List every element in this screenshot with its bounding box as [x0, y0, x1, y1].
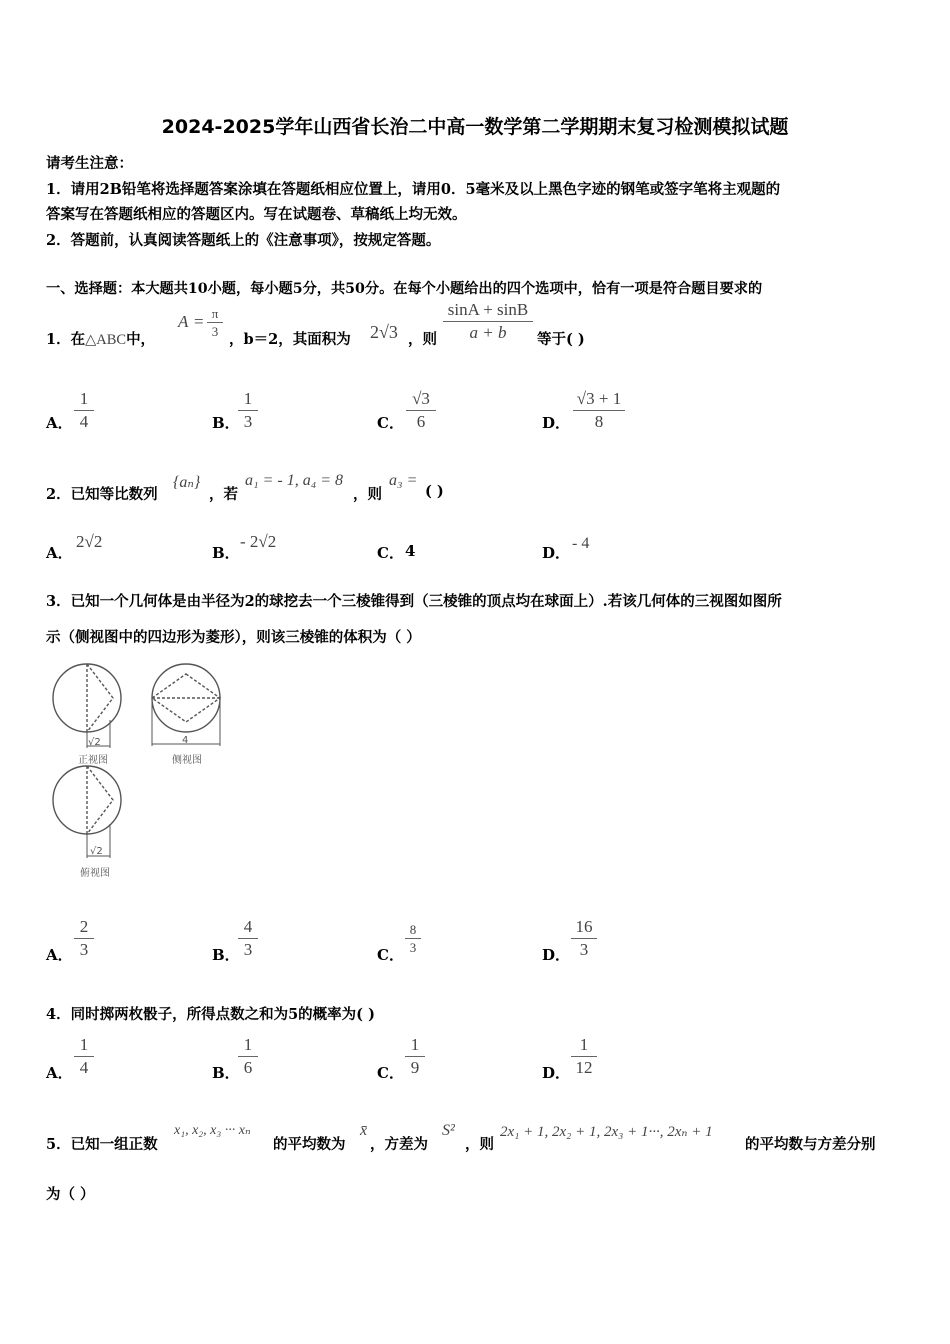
- q2-option-d-value[interactable]: - 4: [572, 535, 590, 552]
- q2-option-b-value[interactable]: - 2√2: [240, 532, 277, 551]
- q3-option-c-label[interactable]: C．: [377, 946, 404, 964]
- q2-option-b-label[interactable]: B．: [212, 544, 240, 562]
- q3-option-b-value[interactable]: 4 3: [238, 917, 258, 960]
- q2-condition: a₁ = - 1, a₄ = 8: [245, 472, 344, 489]
- q5-mean: x̄: [360, 1122, 368, 1139]
- q1-number: 1．: [46, 331, 71, 348]
- q1-area: 2√3: [370, 322, 398, 342]
- q2-text-4: ( ): [425, 483, 444, 500]
- q3-option-a-value[interactable]: 2 3: [74, 917, 94, 960]
- q4-option-b-value[interactable]: 1 6: [238, 1035, 258, 1078]
- q1-option-b-label[interactable]: B．: [212, 414, 240, 432]
- top-view-sqrt2: √2: [90, 846, 103, 857]
- front-view-caption: 正视图: [78, 755, 108, 766]
- q2-text-1: 已知等比数列: [70, 486, 158, 503]
- q4-option-c-label[interactable]: C．: [377, 1064, 404, 1082]
- q2-option-a-label[interactable]: A．: [46, 544, 73, 562]
- q1-option-c-value[interactable]: √3 6: [406, 389, 436, 432]
- q3-option-a-label[interactable]: A．: [46, 946, 73, 964]
- q4-option-a-value[interactable]: 1 4: [74, 1035, 94, 1078]
- q3-option-c-value[interactable]: 8 3: [405, 922, 421, 955]
- q1-stem: [46, 328, 155, 349]
- q1-option-d-value[interactable]: √3 + 1 8: [573, 389, 625, 432]
- q5-text-1: 已知一组正数: [70, 1136, 158, 1153]
- side-view-width: 4: [182, 735, 189, 746]
- q5-text-2: 的平均数为: [273, 1136, 346, 1153]
- q3-option-b-label[interactable]: B．: [212, 946, 240, 964]
- q1-text-3: ，则: [408, 331, 437, 348]
- q5-number: 5．: [46, 1136, 71, 1153]
- q1-angle-den: 3: [211, 324, 219, 339]
- q1-text-4: 等于( ): [537, 331, 585, 348]
- q5-stem: [46, 1133, 158, 1154]
- page-title: 2024-2025学年山西省长治二中高一数学第二学期期末复习检测模拟试题: [161, 116, 789, 138]
- q1-angle-eq: =: [194, 312, 204, 331]
- front-view-sqrt2: √2: [88, 737, 101, 748]
- q2-text-2: ，若: [209, 486, 238, 503]
- q4-option-d-value[interactable]: 1 12: [571, 1035, 597, 1078]
- notice-line-1a: 1．请用2B铅笔将选择题答案涂填在答题纸相应位置上，请用0．5毫米及以上黑色字迹的钢笔或签字笔将主观题的: [46, 181, 781, 198]
- q1-text-2: 中，: [126, 331, 156, 348]
- top-view-caption: 俯视图: [80, 868, 110, 879]
- q2-text-3: ，则: [353, 486, 382, 503]
- q1-angle-var: A: [178, 312, 189, 331]
- q4-option-d-label[interactable]: D．: [542, 1064, 571, 1082]
- q2-option-c-label[interactable]: C．: [377, 544, 404, 562]
- q4-option-b-label[interactable]: B．: [212, 1064, 240, 1082]
- q1-text-b: ，b＝2，其面积为: [229, 331, 351, 348]
- q5-expression: 2x₁ + 1, 2x₂ + 1, 2x₃ + 1···, 2xₙ + 1: [500, 1124, 713, 1140]
- q2-option-a-value[interactable]: 2√2: [76, 532, 103, 551]
- q5-line-2: 为（ ）: [46, 1186, 95, 1203]
- q1-angle-num: π: [211, 306, 219, 321]
- q1-angle-frac: [207, 306, 223, 339]
- q5-text-3: ，方差为: [370, 1136, 428, 1153]
- q1-expr-num: sinA + sinB: [447, 300, 529, 319]
- q2-option-c-value[interactable]: 4: [405, 542, 416, 560]
- q1-option-d-label[interactable]: D．: [542, 414, 571, 432]
- q1-option-a-value[interactable]: 1 4: [74, 389, 94, 432]
- q5-text-4: ，则: [465, 1136, 494, 1153]
- q1-expr-den: a + b: [469, 323, 507, 342]
- q2-stem: [46, 483, 158, 504]
- q1-expr-frac: [443, 300, 533, 343]
- q1-triangle: △ABC: [85, 332, 127, 348]
- q1-option-b-value[interactable]: 1 3: [238, 389, 258, 432]
- q5-variance: S²: [442, 1122, 455, 1139]
- q2-option-d-label[interactable]: D．: [542, 544, 571, 562]
- q1-option-a-label[interactable]: A．: [46, 414, 73, 432]
- notice-line-1b: 答案写在答题纸相应的答题区内。写在试题卷、草稿纸上均无效。: [46, 206, 467, 223]
- q3-line-2: 示（侧视图中的四边形为菱形），则该三棱锥的体积为（ ）: [46, 629, 421, 646]
- section-heading: 一、选择题：本大题共10小题，每小题5分，共50分。在每个小题给出的四个选项中，恰有一项是符合题目要求的: [46, 281, 763, 297]
- side-view-caption: 侧视图: [172, 755, 202, 766]
- q2-sequence: {aₙ}: [173, 474, 201, 491]
- notice-line-2: 2．答题前，认真阅读答题纸上的《注意事项》，按规定答题。: [46, 232, 441, 249]
- q3-option-d-label[interactable]: D．: [542, 946, 571, 964]
- q4-stem: 4．同时掷两枚骰子，所得点数之和为5的概率为( ): [46, 1006, 375, 1023]
- q4-option-a-label[interactable]: A．: [46, 1064, 73, 1082]
- q1-text-1: 在: [70, 331, 86, 348]
- q5-text-5: 的平均数与方差分别: [745, 1136, 876, 1153]
- q2-number: 2．: [46, 486, 71, 503]
- three-view-figure: [50, 660, 240, 882]
- q5-sample: x₁, x₂, x₃ ··· xₙ: [174, 1123, 251, 1138]
- q2-ask: a₃ =: [389, 472, 418, 489]
- q3-option-d-value[interactable]: 16 3: [571, 917, 597, 960]
- q1-option-c-label[interactable]: C．: [377, 414, 404, 432]
- notice-heading: 请考生注意：: [46, 155, 133, 172]
- q3-line-1: 3．已知一个几何体是由半径为2的球挖去一个三棱锥得到（三棱锥的顶点均在球面上）.若该几何体的三视图如图所: [46, 593, 782, 610]
- q4-option-c-value[interactable]: 1 9: [405, 1035, 425, 1078]
